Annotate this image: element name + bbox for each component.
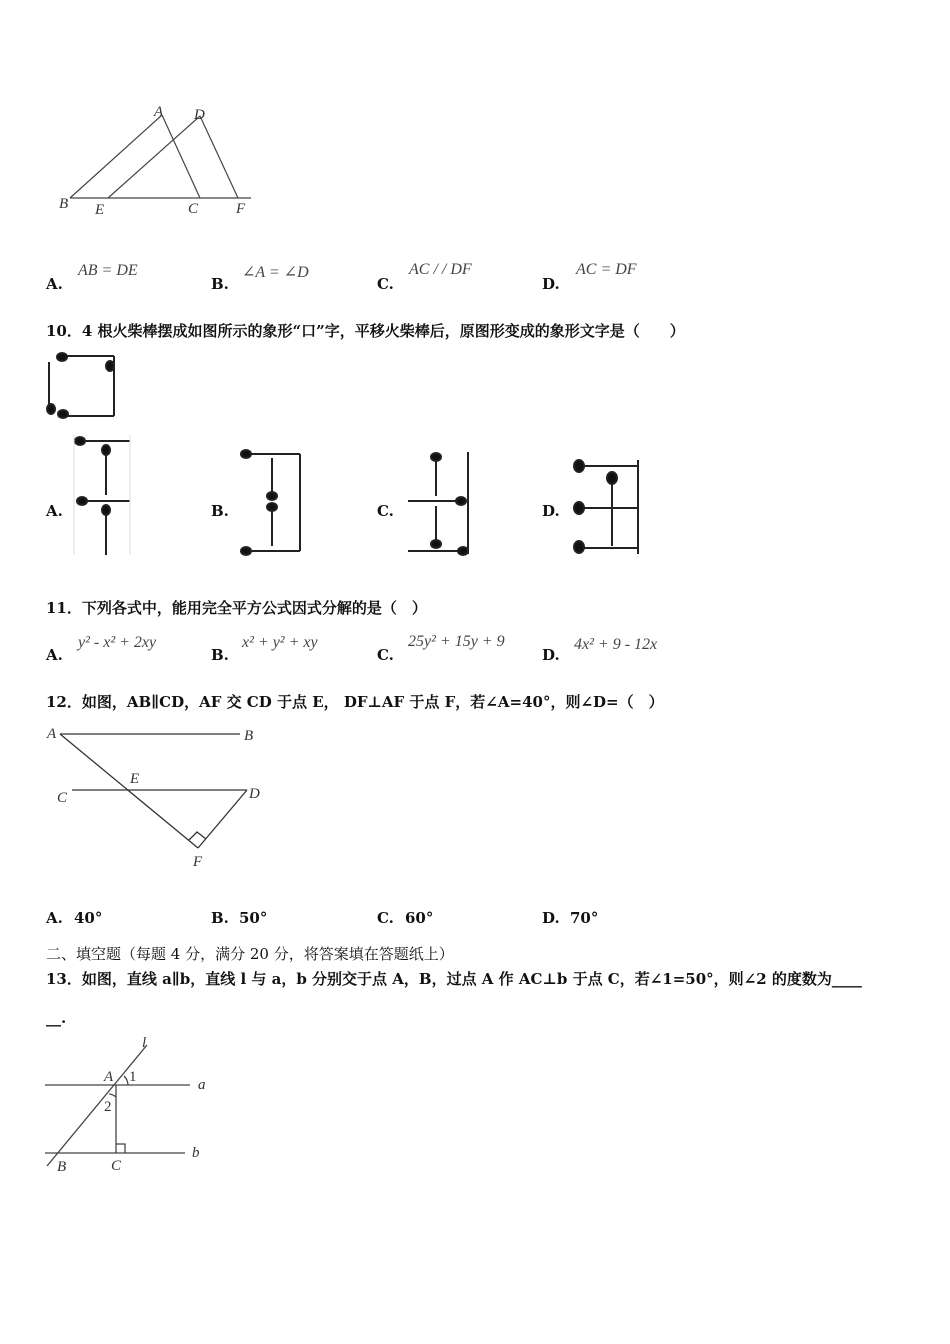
q9-option-d-text: AC = DF bbox=[576, 261, 637, 278]
q9-option-c-text: AC / / DF bbox=[409, 261, 472, 278]
q13-angle-1-arc bbox=[124, 1076, 128, 1085]
q10-option-c-label[interactable]: C. bbox=[377, 502, 394, 520]
q12-figure bbox=[44, 720, 274, 875]
q9-option-a-label: A. bbox=[46, 275, 63, 293]
q12-text: 12．如图，AB∥CD，AF 交 CD 于点 E， DF⊥AF 于点 F，若∠A=40°，则∠D=（ ） bbox=[46, 693, 664, 711]
q11-option-c-text: 25y² + 15y + 9 bbox=[408, 633, 505, 650]
q9-label-d: D bbox=[194, 107, 205, 123]
q12-option-c-text: 60° bbox=[405, 909, 434, 927]
q10-text: 10．4 根火柴棒摆成如图所示的象形“口”字，平移火柴棒后，原图形变成的象形文字是（ ） bbox=[46, 322, 685, 340]
q10-option-d-figure[interactable] bbox=[568, 454, 642, 558]
q13-label-a-point: A bbox=[104, 1069, 114, 1085]
q11-text: 11．下列各式中，能用完全平方公式因式分解的是（ ） bbox=[46, 599, 427, 617]
q9-option-b-text: ∠A = ∠D bbox=[242, 264, 309, 281]
q12-option-b-label: B. bbox=[211, 909, 229, 927]
q10-option-c-figure[interactable] bbox=[402, 448, 474, 560]
q9-option-c-label: C. bbox=[377, 275, 394, 293]
q10-option-d-label[interactable]: D. bbox=[542, 502, 560, 520]
q12-label-b: B bbox=[244, 728, 254, 744]
q12-label-d: D bbox=[249, 786, 260, 802]
q11-option-b-label: B. bbox=[211, 646, 229, 664]
q12-label-c: C bbox=[57, 790, 68, 806]
q9-line-ac bbox=[162, 115, 200, 198]
q10-option-a-figure[interactable] bbox=[72, 433, 134, 558]
q12-label-a: A bbox=[47, 726, 57, 742]
q9-label-b: B bbox=[59, 196, 69, 212]
q10-original-figure bbox=[44, 350, 119, 422]
q9-line-ab bbox=[70, 115, 162, 198]
q13-angle-2-arc bbox=[109, 1094, 116, 1097]
q10-orig-head-bottom bbox=[58, 410, 68, 418]
q9-label-c: C bbox=[188, 201, 199, 217]
q12-option-c-label: C. bbox=[377, 909, 394, 927]
q9-label-f: F bbox=[236, 201, 246, 217]
q10-orig-head-right bbox=[106, 361, 114, 371]
q13-label-a-line: a bbox=[198, 1077, 206, 1093]
q9-option-d-label: D. bbox=[542, 275, 560, 293]
q11-option-b-text: x² + y² + xy bbox=[242, 634, 318, 651]
q13-label-angle-1: 1 bbox=[129, 1069, 137, 1085]
q12-right-angle-mark bbox=[189, 832, 206, 840]
q13-label-b-line: b bbox=[192, 1145, 200, 1161]
q11-option-c-label: C. bbox=[377, 646, 394, 664]
q13-figure bbox=[40, 1035, 230, 1180]
q9-label-e: E bbox=[95, 202, 105, 218]
q12-label-f: F bbox=[193, 854, 203, 870]
section-2-title: 二、填空题（每题 4 分，满分 20 分，将答案填在答题纸上） bbox=[46, 945, 454, 963]
q13-label-c-point: C bbox=[111, 1158, 122, 1174]
q13-text-continued: __. bbox=[46, 1009, 67, 1027]
q9-figure bbox=[50, 100, 270, 225]
q9-line-ed bbox=[108, 116, 200, 198]
q12-line-af bbox=[60, 734, 198, 848]
q13-label-angle-2: 2 bbox=[104, 1099, 112, 1115]
q10-option-b-figure[interactable] bbox=[238, 446, 306, 558]
q10-orig-head-top bbox=[57, 353, 67, 361]
q13-line-l bbox=[47, 1045, 147, 1166]
q9-option-a-text: AB = DE bbox=[78, 262, 138, 279]
q9-line-df bbox=[200, 116, 238, 198]
q13-right-angle-mark bbox=[116, 1144, 125, 1153]
q9-label-a: A bbox=[154, 104, 164, 120]
q11-option-a-text: y² - x² + 2xy bbox=[78, 634, 157, 651]
q12-option-a-label: A. bbox=[46, 909, 63, 927]
q11-option-d-label: D. bbox=[542, 646, 560, 664]
q12-option-d-label: D. bbox=[542, 909, 560, 927]
q11-option-d-text: 4x² + 9 - 12x bbox=[574, 636, 658, 653]
q12-option-a-text: 40° bbox=[74, 909, 103, 927]
q11-option-a-label: A. bbox=[46, 646, 63, 664]
q9-option-b-label: B. bbox=[211, 275, 229, 293]
q13-label-l: l bbox=[142, 1035, 147, 1051]
q12-option-d-text: 70° bbox=[570, 909, 599, 927]
q12-label-e: E bbox=[130, 771, 140, 787]
q13-text: 13．如图，直线 a∥b，直线 l 与 a，b 分别交于点 A，B，过点 A 作 AC⊥b 于点 C，若∠1=50°，则∠2 的度数为____ bbox=[46, 970, 862, 988]
q13-label-b-point: B bbox=[57, 1159, 67, 1175]
q10-option-a-label[interactable]: A. bbox=[46, 502, 63, 520]
q10-option-b-label[interactable]: B. bbox=[211, 502, 229, 520]
q12-option-b-text: 50° bbox=[239, 909, 268, 927]
q10-orig-head-left bbox=[47, 404, 55, 414]
